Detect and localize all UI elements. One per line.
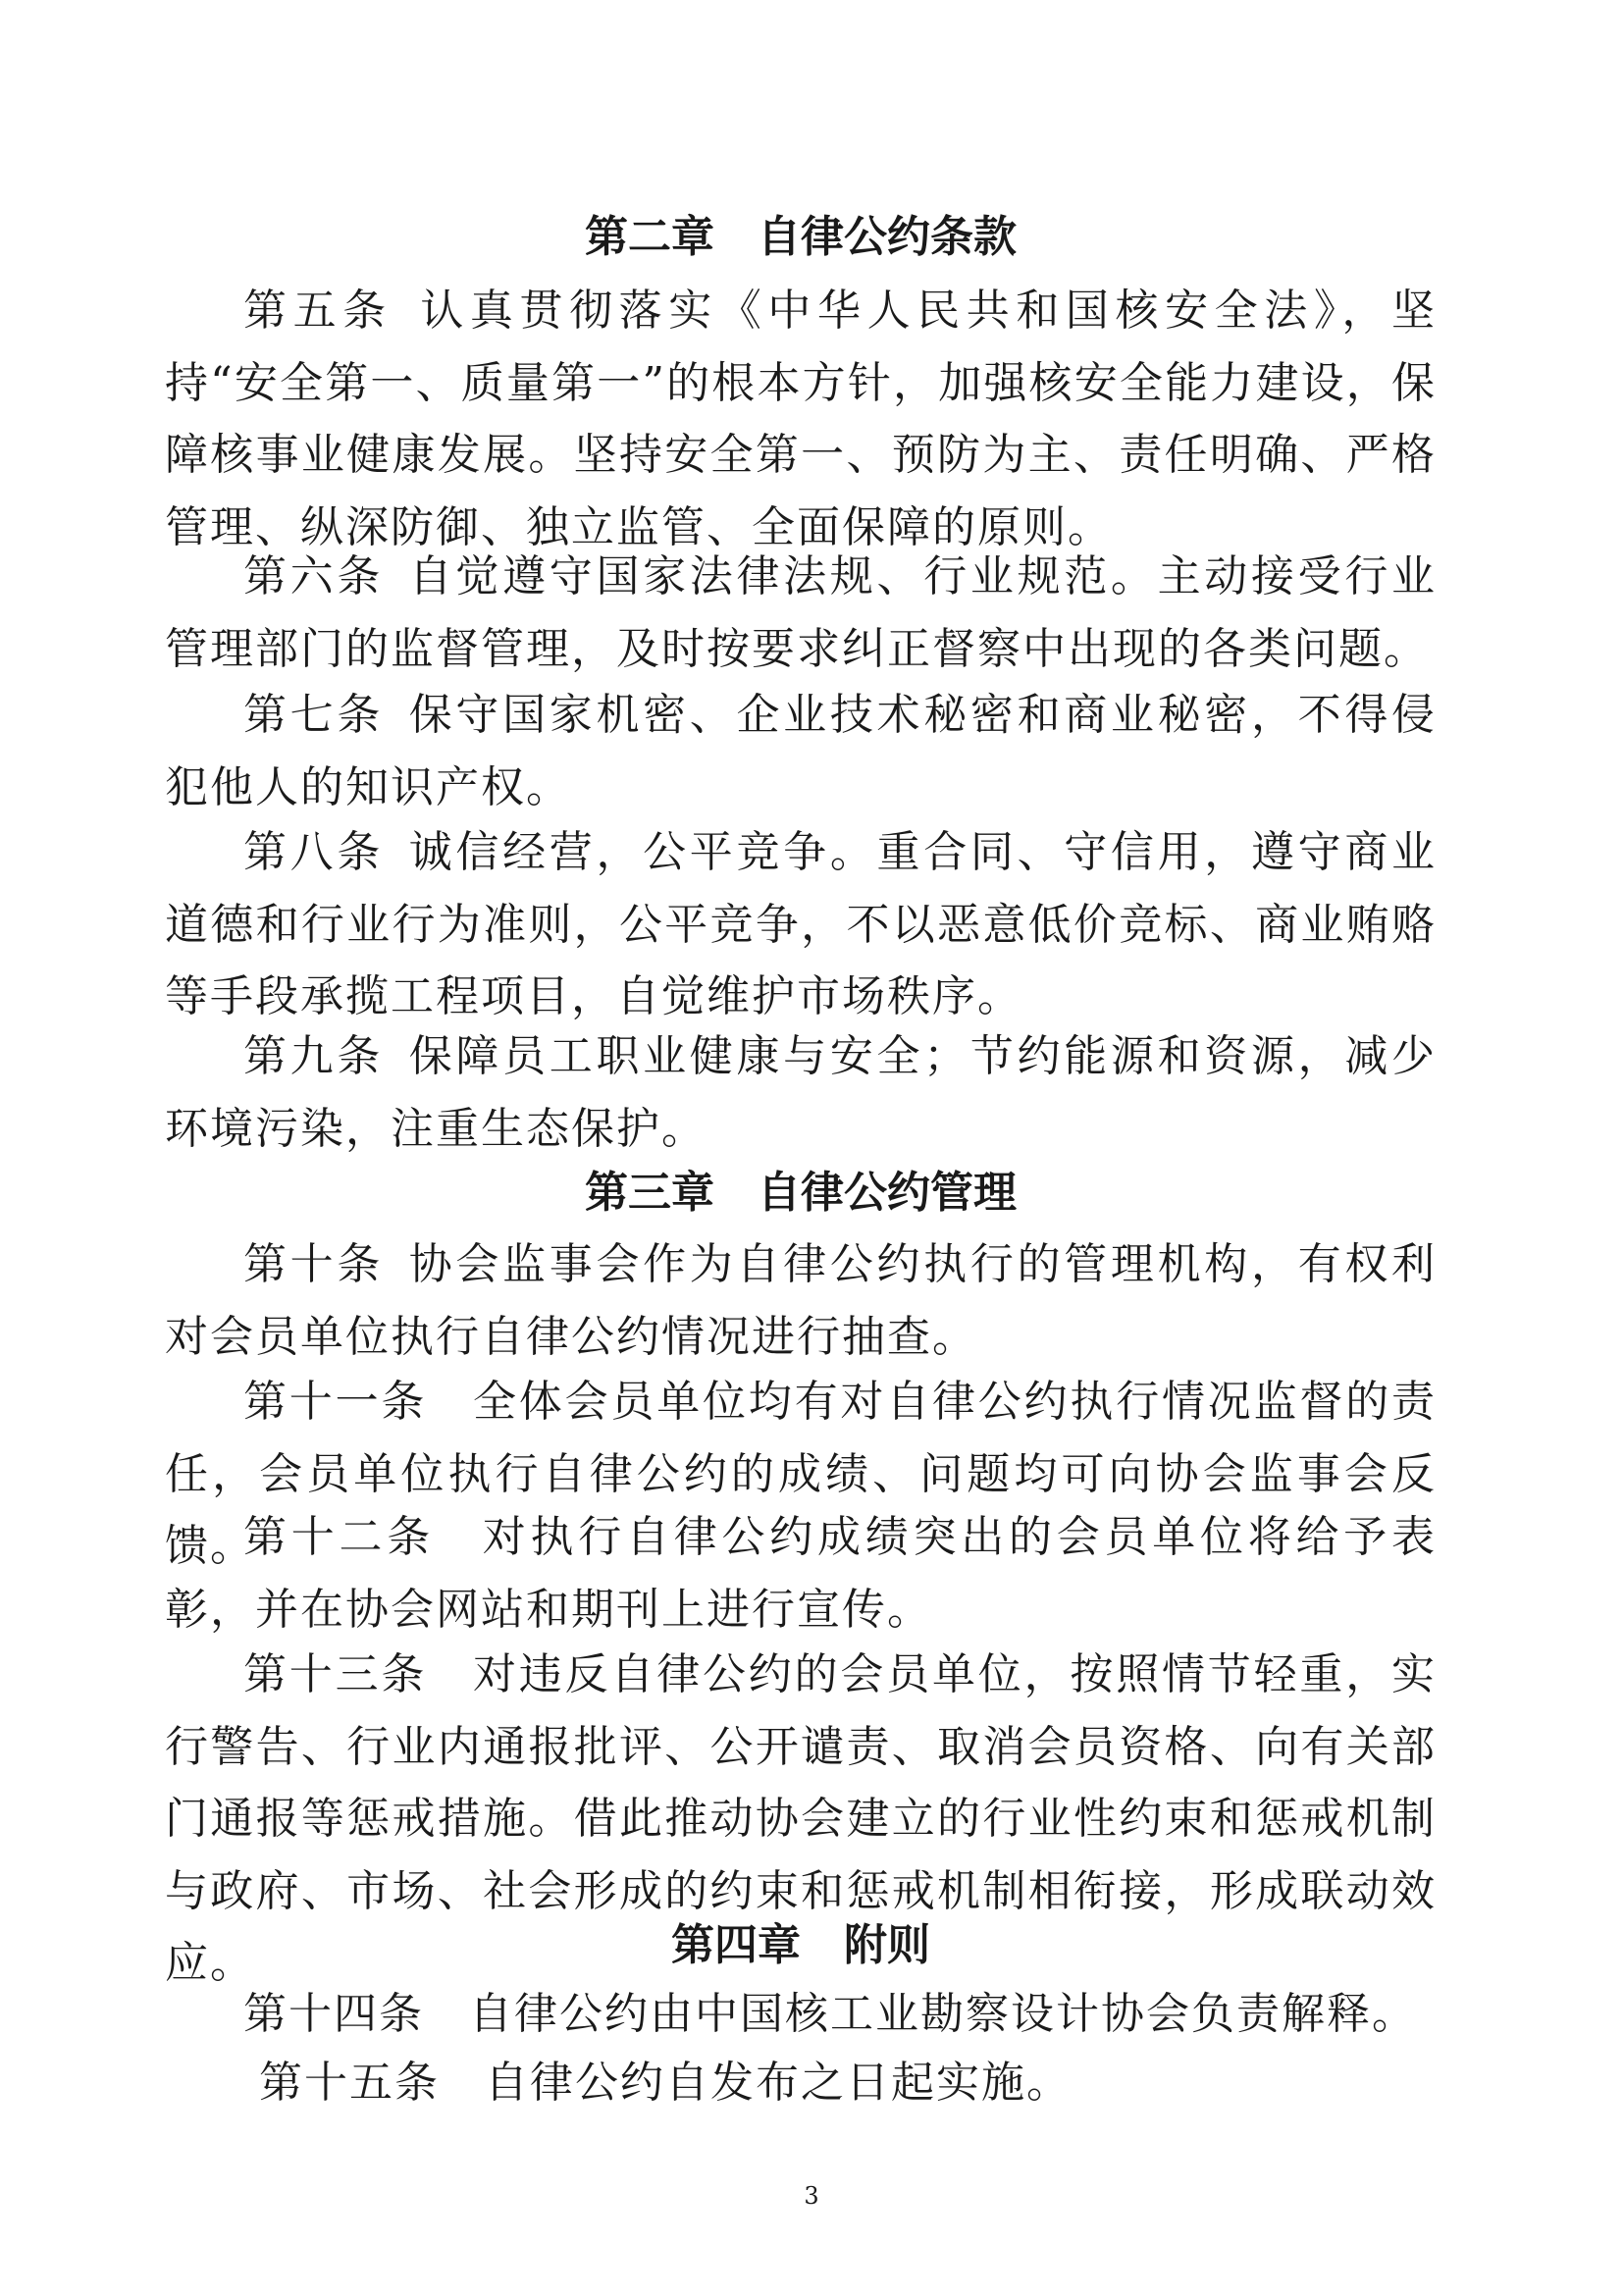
article-8 <box>165 816 1437 1033</box>
article-text: 全体会员单位均有对自律公约执行情况监督的责任，会员单位执行自律公约的成绩、问题均可向协会监事会反馈。 <box>165 1377 1438 1571</box>
article-text: 对违反自律公约的会员单位，按照情节轻重，实行警告、行业内通报批评、公开谴责、取消会员资格、向有关部门通报等惩戒措施。借此推动协会建立的行业性约束和惩戒机制与政府、市场、社会形成的约束和惩戒机制相衔接，形成联动效应。 <box>165 1649 1438 1988</box>
article-label: 第六条 <box>243 551 385 601</box>
article-text: 协会监事会作为自律公约执行的管理机构，有权利对会员单位执行自律公约情况进行抽查。 <box>165 1239 1438 1362</box>
article-text: 保障员工职业健康与安全；节约能源和资源，减少环境污染，注重生态保护。 <box>165 1031 1438 1154</box>
article-label: 第十四条 <box>243 1989 424 2039</box>
article-6 <box>165 541 1437 685</box>
article-label: 第十二条 <box>243 1512 435 1562</box>
article-7 <box>165 679 1437 823</box>
article-10 <box>165 1228 1437 1373</box>
article-label: 第五条 <box>243 286 393 336</box>
article-12 <box>165 1501 1437 1645</box>
article-15 <box>165 2047 1437 2119</box>
page-number: 3 <box>804 2182 819 2210</box>
article-text: 对执行自律公约成绩突出的会员单位将给予表彰，并在协会网站和期刊上进行宣传。 <box>165 1512 1437 1635</box>
article-label: 第十条 <box>243 1239 385 1289</box>
chapter-2-title: 第二章 自律公约条款 <box>585 212 1017 262</box>
article-label: 第九条 <box>243 1031 385 1081</box>
article-label: 第七条 <box>243 690 385 740</box>
chapter-4-title: 第四章 附则 <box>671 1920 930 1970</box>
article-14 <box>165 1978 1437 2051</box>
article-5 <box>165 275 1437 563</box>
article-text: 认真贯彻落实《中华人民共和国核安全法》，坚持“安全第一、质量第一”的根本方针，加强核安全能力建设，保障核事业健康发展。坚持安全第一、预防为主、责任明确、严格管理、纵深防御、独立监管、全面保障的原则。 <box>165 286 1437 552</box>
article-text: 自律公约自发布之日起实施。 <box>485 2058 1072 2108</box>
article-label: 第十一条 <box>243 1377 428 1427</box>
article-text: 自律公约由中国核工业勘察设计协会负责解释。 <box>469 1989 1417 2039</box>
article-label: 第十三条 <box>243 1649 428 1699</box>
article-label: 第八条 <box>243 827 385 877</box>
chapter-3-title: 第三章 自律公约管理 <box>585 1168 1017 1218</box>
article-text: 保守国家机密、企业技术秘密和商业秘密，不得侵犯他人的知识产权。 <box>165 690 1438 812</box>
article-9 <box>165 1020 1437 1165</box>
article-text: 自觉遵守国家法律法规、行业规范。主动接受行业管理部门的监督管理，及时按要求纠正督察中出现的各类问题。 <box>165 551 1438 674</box>
article-text: 诚信经营，公平竞争。重合同、守信用，遵守商业道德和行业行为准则，公平竞争，不以恶意低价竞标、商业贿赂等手段承揽工程项目，自觉维护市场秩序。 <box>165 827 1438 1021</box>
article-label: 第十五条 <box>259 2058 440 2108</box>
